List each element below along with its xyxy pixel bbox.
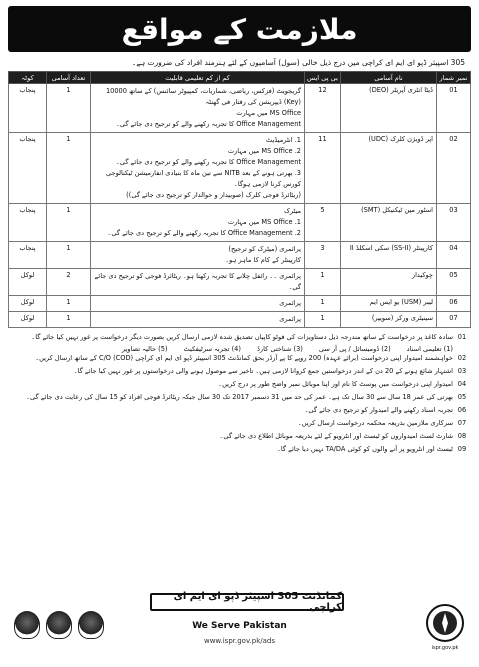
ispr-url[interactable]: www.ispr.gov.pk/ads — [203, 637, 276, 645]
qualification-cell — [91, 312, 305, 328]
requirement-text: اشتہار شائع ہونے کے 20 دن کے اندر درخواستیں جمع کروانا لازمی ہیں۔ تاخیر سے موصول ہونے والی درخواستوں پر غور نہیں کیا جائے گا۔ — [73, 367, 453, 375]
requirement-item — [8, 444, 471, 455]
header-count: تعداد آسامی — [47, 72, 91, 84]
requirement-text: بھرتی کی عمر 18 سال سے 30 سال تک ہے۔ عمر کی حد میں 31 دسمبر 2017 تک 30 سال جبکہ ریٹائرڈ فوجی افراد کو 15 سال کی رعایت دی جائے گی۔ — [26, 393, 453, 401]
requirement-number: 05 — [457, 393, 467, 401]
qualification-line: گریجویٹ (فزکس، ریاضی، شماریات، کمپیوٹر سائنس) کے ساتھ 10000 (Key) ڈیپریشن کی رفتار فی گھنٹہ — [105, 87, 301, 106]
domicile-cell: لوکل — [9, 269, 47, 296]
qualification-line: 1. MS Office میں مہارت — [227, 218, 301, 226]
requirement-number: 07 — [457, 419, 467, 427]
requirement-number: 02 — [457, 354, 467, 362]
requirements-list — [8, 332, 471, 455]
bps-cell: 3 — [305, 242, 341, 269]
post-cell: چوکیدار — [341, 269, 437, 296]
count-cell: 2 — [47, 269, 91, 296]
qualification-line: 1. انٹرمیڈیٹ — [266, 136, 301, 144]
requirement-item — [8, 418, 471, 429]
post-cell: کارپینٹر (SS-II) سکی اسکلڈ II — [341, 242, 437, 269]
header-bps: بی پی ایس — [305, 72, 341, 84]
serial-cell: 05 — [437, 269, 471, 296]
requirement-text: ٹیسٹ اور انٹرویو پر آنے والوں کو کوئی TA/DA نہیں دیا جائے گا۔ — [277, 445, 453, 453]
header-post: نام آسامی — [341, 72, 437, 84]
document-item: (5) حالیہ تصاویر — [121, 345, 168, 353]
qualification-line: 3. بھرتی ہونے کے بعد NITB سے تین ماہ کا بنیادی انفارمیشن ٹیکنالوجی کورس کرنا لازمی ہوگا۔ — [106, 169, 301, 188]
table-row — [9, 296, 471, 312]
intro-text: 305 اسپیئر ڈپو ای ایم ای کراچی میں درج ذیل خالی (سول) آسامیوں کے لئے ہنرمند افراد کی ضرورت ہے۔ — [131, 58, 465, 67]
post-cell: سینیٹری ورکر (سویپر) — [341, 312, 437, 328]
qualification-cell — [91, 296, 305, 312]
table-row — [9, 84, 471, 133]
serial-cell: 04 — [437, 242, 471, 269]
ispr-site: ispr.gov.pk — [431, 645, 459, 651]
requirement-text: تجربہ اسناد رکھنے والے امیدوار کو ترجیح دی جائے گی۔ — [304, 406, 453, 414]
document-item: (4) تجربہ سرٹیفکیٹ — [183, 345, 241, 353]
header-serial: نمبر شمار — [437, 72, 471, 84]
qualification-line: 2. Office Management کا تجربہ رکھنے والے کو ترجیح دی جائے گی۔ — [107, 229, 301, 237]
footer — [8, 585, 471, 661]
requirement-item — [8, 392, 471, 403]
count-cell: 1 — [47, 296, 91, 312]
serial-cell: 06 — [437, 296, 471, 312]
table-row — [9, 133, 471, 204]
header-domicile: کوٹہ — [9, 72, 47, 84]
requirement-item — [8, 405, 471, 416]
requirement-text: سرکاری ملازمین بذریعہ محکمہ درخواست ارسال کریں۔ — [297, 419, 453, 427]
domicile-cell: لوکل — [9, 312, 47, 328]
slogan: We Serve Pakistan — [192, 621, 287, 631]
qualification-line: Office Management کا تجربہ رکھنے والے کو ترجیح دی جائے گی۔ — [115, 158, 301, 166]
count-cell: 1 — [47, 242, 91, 269]
requirement-number: 01 — [457, 333, 467, 341]
commandant-signature: کمانڈنٹ 305 اسپیئر ڈپو ای ایم ای کراچی — [150, 593, 344, 611]
serial-cell: 03 — [437, 204, 471, 242]
ispr-logo-icon — [425, 603, 465, 643]
header-qualification: کم از کم تعلیمی قابلیت — [91, 72, 305, 84]
serial-cell: 02 — [437, 133, 471, 204]
qualification-cell — [91, 133, 305, 204]
qualification-line: کارپینٹر کے کام کا ماہر ہو۔ — [225, 256, 301, 264]
requirement-item — [8, 379, 471, 390]
qualification-line: پرائمری — [279, 299, 301, 307]
requirement-text: سادہ کاغذ پر درخواست کے ساتھ مندرجہ ذیل دستاویزات کی فوٹو کاپیاں تصدیق شدہ لازمی ارسال کریں بصورت دیگر درخواست پر غور نہیں کیا جائے گا۔ — [31, 333, 453, 341]
qualification-cell — [91, 204, 305, 242]
bps-cell: 1 — [305, 312, 341, 328]
post-cell: اسٹور مین ٹیکنیکل (SMT) — [341, 204, 437, 242]
requirement-number: 03 — [457, 367, 467, 375]
qualification-line: 2. MS Office میں مہارت — [227, 147, 301, 155]
post-cell: اپر ڈویژن کلرک (UDC) — [341, 133, 437, 204]
count-cell: 1 — [47, 312, 91, 328]
document-item: (1) تعلیمی اسناد — [406, 345, 453, 353]
post-cell: ڈیٹا انٹری آپریٹر (DEO) — [341, 84, 437, 133]
count-cell: 1 — [47, 84, 91, 133]
document-item: (2) ڈومیسائل / پی آر سی — [318, 345, 391, 353]
requirement-item — [8, 366, 471, 377]
domicile-cell: لوکل — [9, 296, 47, 312]
qualification-cell — [91, 269, 305, 296]
requirement-text: شارٹ لسٹ امیدواروں کو ٹیسٹ اور انٹرویو کے لئے بذریعہ موبائل اطلاع دی جائے گی۔ — [219, 432, 453, 440]
count-cell: 1 — [47, 133, 91, 204]
table-row — [9, 312, 471, 328]
requirement-number: 08 — [457, 432, 467, 440]
qualification-line: (ریٹائرڈ فوجی کلرک (صوبیدار و حوالدار کو ترجیح دی جائے گی)) — [126, 191, 301, 199]
qualification-line: پرائمری ۔۔ رائفل چلانے کا تجربہ رکھتا ہو۔ ریٹائرڈ فوجی کو ترجیح دی جائے گی۔ — [94, 272, 301, 291]
bps-cell: 11 — [305, 133, 341, 204]
domicile-cell: پنجاب — [9, 204, 47, 242]
requirement-number: 09 — [457, 445, 467, 453]
requirement-item — [8, 332, 471, 343]
domicile-cell: پنجاب — [9, 133, 47, 204]
vacancy-table — [8, 71, 471, 328]
bps-cell: 12 — [305, 84, 341, 133]
bps-cell: 1 — [305, 269, 341, 296]
count-cell: 1 — [47, 204, 91, 242]
qualification-cell — [91, 84, 305, 133]
serial-cell: 07 — [437, 312, 471, 328]
table-row — [9, 269, 471, 296]
qualification-cell — [91, 242, 305, 269]
qualification-line: پرائمری — [279, 315, 301, 323]
bps-cell: 1 — [305, 296, 341, 312]
domicile-cell: پنجاب — [9, 84, 47, 133]
domicile-cell: پنجاب — [9, 242, 47, 269]
post-cell: لیبر (USM) یو ایس ایم — [341, 296, 437, 312]
qualification-line: Office Management کا تجربہ رکھنے والے کو ترجیح دی جائے گی۔ — [115, 120, 301, 128]
serial-cell: 01 — [437, 84, 471, 133]
table-row — [9, 242, 471, 269]
qualification-line: MS Office میں مہارت — [236, 109, 301, 117]
qualification-line: پرائمری (میٹرک کو ترجیح) — [228, 245, 301, 253]
requirement-number: 04 — [457, 380, 467, 388]
qualification-line: میٹرک — [283, 207, 301, 215]
requirement-item — [8, 353, 471, 364]
headline-banner: ملازمت کے مواقع — [8, 6, 471, 52]
requirement-number: 06 — [457, 406, 467, 414]
table-row — [9, 204, 471, 242]
requirement-text: امیدوار اپنی درخواست میں پوسٹ کا نام اور اپنا موبائل نمبر واضح طور پر درج کریں۔ — [218, 380, 453, 388]
document-item: (3) شناختی کارڈ — [256, 345, 303, 353]
requirement-text: خواہشمند امیدوار اپنی درخواست (برائے عہدہ) 200 روپے کا پے آرڈر بحق کمانڈنٹ 305 اسپیئر ڈپو ای ایم ای کراچی (COD) C/O کے ساتھ ارسال کریں۔ — [35, 354, 453, 362]
documents-list — [8, 345, 471, 353]
bps-cell: 5 — [305, 204, 341, 242]
requirement-item — [8, 431, 471, 442]
